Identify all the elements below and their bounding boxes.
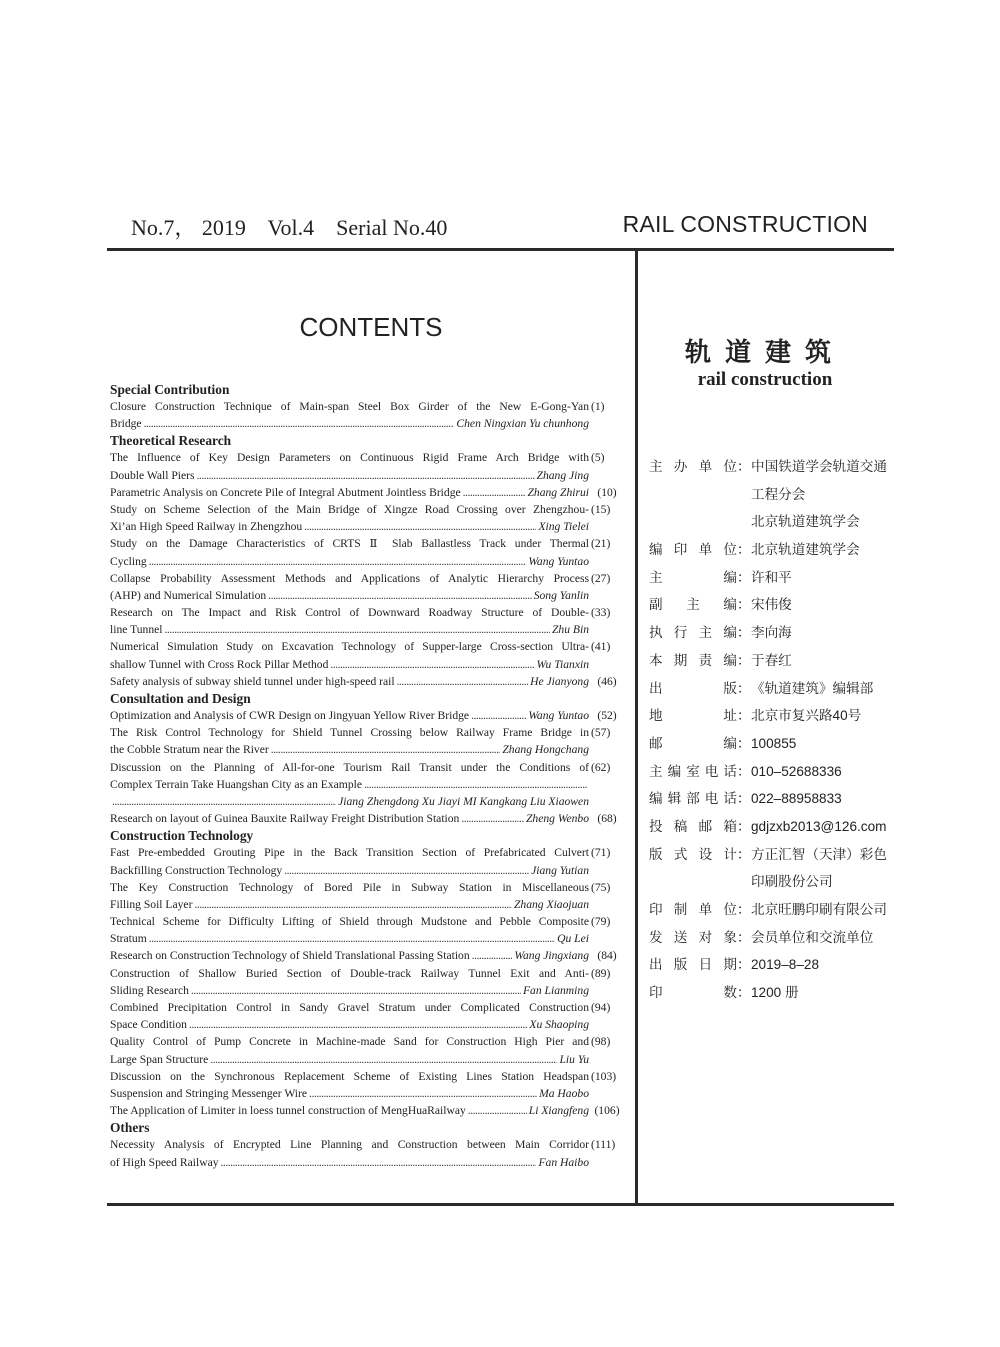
toc-entry-title: Necessity Analysis of Encrypted Line Planning and Construction between Main Corridor	[110, 1138, 589, 1152]
info-value: 100855	[751, 735, 797, 751]
toc-entry-author: Fan Lianming	[522, 983, 589, 997]
toc-entry-line	[110, 398, 623, 415]
toc-entry-title: Discussion on the Planning of All-for-one Tourism Rail Transit under the Conditions of	[110, 760, 589, 774]
toc-entry-line	[110, 656, 623, 673]
toc-entry-title: Study on the Damage Characteristics of CRTS Ⅱ Slab Ballastless Track under Thermal	[110, 537, 589, 551]
dot-leader	[191, 982, 521, 999]
info-label: 版式设计	[649, 846, 737, 862]
info-colon: ：	[737, 985, 751, 1001]
info-label	[649, 868, 737, 896]
toc-entry-title: Research on layout of Guinea Bauxite Railway Freight Distribution Station	[110, 812, 460, 826]
info-label: 本期责编	[649, 652, 737, 668]
toc-entry-title: the Cobble Stratum near the River	[110, 743, 269, 757]
toc-entry-title: Backfilling Construction Technology	[110, 863, 283, 877]
toc-entry-author: Jiang Yutian	[531, 863, 589, 877]
toc-page-number: (71)	[591, 846, 611, 860]
toc-entry-line	[110, 741, 623, 758]
info-label: 印数	[649, 985, 737, 1001]
info-row	[649, 813, 894, 841]
toc-entry-title: of High Speed Railway	[110, 1155, 219, 1169]
info-value: 李向海	[751, 625, 792, 641]
toc-entry-title: Bridge	[110, 417, 142, 431]
toc-entry-author: Zhang Jing	[536, 468, 589, 482]
toc-entry-line	[110, 415, 623, 432]
dot-leader	[461, 810, 524, 827]
toc-entry-title: Quality Control of Pump Concrete in Machine-made Sand for Construction High Pier and	[110, 1035, 589, 1049]
journal-title-en: rail construction	[697, 369, 833, 390]
info-row	[649, 868, 894, 896]
column-divider	[635, 251, 638, 1203]
toc-page-number: (33)	[591, 606, 611, 620]
toc-entry-line	[110, 776, 623, 793]
toc-entry-title: Research on The Impact and Risk Control of Downward Roadway Structure of Double-	[110, 606, 589, 620]
toc-entry-line	[110, 501, 623, 518]
toc-page-number: (98)	[591, 1035, 611, 1049]
toc-entry-author: Wang Yuntao	[528, 709, 589, 722]
toc-entry-line	[110, 467, 623, 484]
info-colon: ：	[737, 818, 751, 834]
toc-entry-author: Zhu Bin	[551, 623, 589, 637]
toc-entry-author: Xu Shaoping	[529, 1018, 589, 1032]
dot-leader	[144, 415, 455, 432]
toc-page-number: (5)	[591, 451, 605, 465]
info-label: 出版日期	[649, 957, 737, 973]
info-label: 主编	[649, 569, 737, 585]
info-value: 工程分会	[751, 486, 806, 502]
toc-entry-line	[110, 604, 623, 621]
toc-entry-title: Closure Construction Technique of Main-span Steel Box Girder of the New E-Gong-Yan	[110, 400, 589, 413]
publication-info	[649, 453, 894, 1007]
dot-leader	[304, 518, 536, 535]
toc-entry-title: Optimization and Analysis of CWR Design on Jingyuan Yellow River Bridge	[110, 709, 470, 722]
info-value: 022–88958833	[751, 791, 842, 807]
dot-leader	[330, 656, 534, 673]
info-value: 北京旺鹏印刷有限公司	[751, 902, 887, 917]
toc-entry-title: Sliding Research	[110, 983, 189, 997]
toc-entry-title: Double Wall Piers	[110, 468, 195, 482]
toc-entry-title: Fast Pre-embedded Grouting Pipe in the Back Transition Section of Prefabricated Culvert	[110, 846, 589, 860]
info-label: 出版	[649, 680, 737, 696]
toc-entry-title: Large Span Structure	[110, 1052, 209, 1066]
dot-leader	[189, 1016, 527, 1033]
info-colon: ：	[737, 459, 751, 474]
info-row	[649, 896, 894, 924]
toc-page-number: (68)	[597, 812, 617, 826]
toc-entry-line	[110, 1102, 623, 1119]
info-colon: ：	[737, 542, 751, 558]
toc-page-number: (27)	[591, 571, 611, 585]
toc-entry-title: Safety analysis of subway shield tunnel under high-speed rail	[110, 674, 395, 688]
info-row	[649, 702, 894, 730]
toc-page-number: (106)	[594, 1104, 620, 1118]
toc-entry-line	[110, 999, 623, 1016]
toc-entry-title: (AHP) and Numerical Simulation	[110, 588, 267, 602]
toc-page-number: (111)	[591, 1138, 616, 1152]
toc-page-number: (84)	[597, 949, 617, 963]
dot-leader	[268, 587, 532, 604]
toc-entry-title: line Tunnel	[110, 623, 163, 637]
toc-entry-line	[110, 1051, 623, 1068]
toc-entry-author: Li Xiangfeng	[528, 1104, 589, 1118]
info-colon: ：	[737, 625, 751, 641]
toc-entry-author: Liu Yu	[559, 1052, 589, 1066]
info-label: 印制单位	[649, 902, 737, 917]
toc-entry-line	[110, 518, 623, 535]
info-row	[649, 924, 894, 952]
dot-leader	[463, 484, 526, 501]
info-colon: ：	[737, 902, 751, 917]
dot-leader	[197, 467, 535, 484]
info-value: 北京轨道建筑学会	[751, 514, 860, 530]
info-colon: ：	[737, 929, 751, 945]
toc-page-number: (41)	[591, 640, 611, 654]
toc-entry-title: Xi’an High Speed Railway in Zhengzhou	[110, 520, 303, 534]
toc-section-heading: Others	[110, 1120, 150, 1136]
toc-page-number: (79)	[591, 915, 611, 929]
toc-section-heading: Consultation and Design	[110, 691, 251, 706]
toc-entry-line	[110, 947, 623, 964]
toc-page-number: (103)	[591, 1069, 617, 1083]
info-colon: ：	[737, 735, 751, 751]
info-colon: ：	[737, 763, 751, 779]
toc-entry-author: Zhang Xiaojuan	[513, 897, 589, 911]
info-value: 会员单位和交流单位	[751, 929, 874, 945]
info-row	[649, 979, 894, 1007]
info-label: 执行主编	[649, 625, 737, 641]
toc-entry-title: Suspension and Stringing Messenger Wire	[110, 1086, 308, 1100]
journal-name: RAIL CONSTRUCTION	[622, 211, 868, 237]
toc-entry-line	[110, 1068, 623, 1085]
toc-entry-title: Complex Terrain Take Huangshan City as an Example	[110, 777, 362, 791]
toc-entry-line	[110, 553, 623, 570]
info-value: 北京轨道建筑学会	[751, 542, 860, 558]
toc-entry-author: Zhang Hongchang	[502, 743, 589, 757]
toc-entry-title: Combined Precipitation Control in Sandy Gravel Stratum under Complicated Construction	[110, 1001, 589, 1014]
toc-entry-line	[110, 570, 623, 587]
toc-entry-author: He Jianyong	[530, 674, 589, 688]
bottom-rule	[107, 1203, 894, 1206]
toc-entry-line	[110, 759, 623, 776]
toc-entry-title: Technical Scheme for Difficulty Lifting of Shield through Mudstone and Pebble Composite	[110, 915, 589, 929]
info-value: 印刷股份公司	[751, 874, 833, 890]
toc-entry-line	[110, 673, 623, 690]
toc-page-number: (1)	[591, 400, 605, 413]
info-row	[649, 564, 894, 592]
dot-leader	[112, 793, 336, 810]
dot-leader	[149, 553, 527, 570]
info-value: 010–52688336	[751, 763, 842, 779]
dot-leader	[210, 1051, 557, 1068]
info-value: 北京市复兴路40号	[751, 708, 862, 724]
info-value: 中国铁道学会轨道交通	[751, 459, 887, 474]
info-value: 宋伟俊	[751, 597, 792, 613]
info-colon: ：	[737, 957, 751, 973]
info-value: 许和平	[751, 569, 792, 585]
toc-page-number: (94)	[591, 1001, 611, 1014]
toc-entry-author: Zheng Wenbo	[525, 812, 589, 826]
toc-entry-line	[110, 879, 623, 896]
toc-entry-title: Numerical Simulation Study on Excavation Technology of Supper-large Cross-section Ultra-	[110, 640, 589, 654]
info-label	[649, 481, 737, 509]
info-value: gdjzxb2013@126.com	[751, 818, 887, 834]
toc-entry-line	[110, 1085, 623, 1102]
dot-leader	[309, 1085, 537, 1102]
info-label: 投稿邮箱	[649, 818, 737, 834]
toc-entry-title: Space Condition	[110, 1018, 187, 1032]
contents-heading: CONTENTS	[299, 312, 443, 342]
info-row	[649, 675, 894, 703]
dot-leader	[221, 1154, 537, 1171]
dot-leader	[194, 896, 512, 913]
info-row	[649, 951, 894, 979]
toc-entry-title: The Influence of Key Design Parameters on Continuous Rigid Frame Arch Bridge with	[110, 451, 589, 465]
toc-entry-line	[110, 587, 623, 604]
dot-leader	[397, 673, 528, 690]
toc-page-number: (57)	[591, 726, 611, 740]
info-value: 1200 册	[751, 985, 799, 1001]
info-label: 地址	[649, 708, 737, 724]
toc-entry-author: Chen Ningxian Yu chunhong	[456, 417, 589, 431]
toc-entry-line	[110, 621, 623, 638]
info-value: 《轨道建筑》编辑部	[751, 680, 874, 696]
toc-entry-line	[110, 913, 623, 930]
toc-page-number: (15)	[591, 502, 611, 516]
toc-entry-line	[110, 1136, 623, 1153]
toc-entry-line	[110, 793, 623, 810]
toc-entry-line	[110, 724, 623, 741]
info-label: 主编室电话	[649, 763, 737, 779]
info-label: 邮编	[649, 735, 737, 751]
toc-entry-author: Wang Yuntao	[528, 554, 589, 568]
dot-leader	[271, 741, 501, 758]
info-colon: ：	[737, 652, 751, 668]
info-row	[649, 841, 894, 869]
toc-section-heading: Theoretical Research	[110, 433, 232, 449]
toc-entry-title: Discussion on the Synchronous Replacement Scheme of Existing Lines Station Headspan	[110, 1069, 589, 1083]
info-row	[649, 453, 894, 481]
info-row	[649, 730, 894, 758]
dot-leader	[284, 862, 529, 879]
journal-title-cn: 轨道建筑	[684, 337, 845, 367]
toc-entry-line	[110, 896, 623, 913]
toc-entry-line	[110, 965, 623, 982]
info-label: 编辑部电话	[649, 791, 737, 807]
info-colon: ：	[737, 708, 751, 724]
toc-entry-author: Wu Tianxin	[536, 657, 589, 671]
info-colon: ：	[737, 597, 751, 613]
toc-entry-line	[110, 982, 623, 999]
toc-section-heading: Construction Technology	[110, 828, 254, 844]
toc-page-number: (46)	[597, 674, 617, 688]
info-colon	[737, 508, 751, 536]
info-label: 发送对象	[649, 929, 737, 945]
info-label: 主办单位	[649, 459, 737, 474]
toc-entry-line	[110, 484, 623, 501]
info-colon	[737, 481, 751, 509]
toc-entry-title: Construction of Shallow Buried Section of Double-track Railway Tunnel Exit and Anti-	[110, 966, 589, 980]
info-value: 2019–8–28	[751, 957, 820, 973]
top-rule	[107, 248, 894, 251]
toc-section-heading: Special Contribution	[110, 382, 230, 397]
toc-entry-line	[110, 535, 623, 552]
info-colon	[737, 868, 751, 896]
dot-leader	[471, 707, 526, 724]
toc-entry-author: Song Yanlin	[533, 588, 589, 602]
dot-leader	[165, 621, 550, 638]
toc-entry-title: The Application of Limiter in loess tunnel construction of MengHuaRailway	[110, 1104, 466, 1118]
info-row	[649, 591, 894, 619]
info-colon: ：	[737, 680, 751, 696]
dot-leader	[149, 930, 555, 947]
info-value: 于春红	[751, 652, 792, 668]
toc-entry-title: The Risk Control Technology for Shield Tunnel Crossing below Railway Frame Bridge in	[110, 726, 589, 740]
info-colon: ：	[737, 791, 751, 807]
dot-leader	[468, 1102, 527, 1119]
toc-entry-line	[110, 707, 623, 724]
info-row	[649, 481, 894, 509]
toc-page-number: (62)	[591, 760, 611, 774]
info-row	[649, 508, 894, 536]
toc-entry-title: Parametric Analysis on Concrete Pile of Integral Abutment Jointless Bridge	[110, 485, 461, 499]
toc-entry-title: Collapse Probability Assessment Methods and Applications of Analytic Hierarchy Process	[110, 571, 589, 585]
toc-entry-title: Cycling	[110, 554, 147, 568]
info-row	[649, 758, 894, 786]
table-of-contents	[110, 381, 623, 1171]
info-value: 方正汇智（天津）彩色	[751, 846, 887, 862]
dot-leader	[472, 947, 513, 964]
toc-entry-author: Xing Tielei	[538, 520, 589, 534]
issue-info: No.7， 2019 Vol.4 Serial No.40	[131, 215, 448, 240]
toc-entry-author: Qu Lei	[557, 932, 589, 946]
toc-entry-author: Zhang Zhirui	[527, 485, 589, 499]
toc-entry-author: Fan Haibo	[538, 1155, 589, 1169]
info-label: 编印单位	[649, 542, 737, 558]
info-label: 副主编	[649, 597, 737, 613]
toc-page-number: (89)	[591, 966, 611, 980]
toc-entry-title: Research on Construction Technology of Shield Translational Passing Station	[110, 949, 470, 963]
toc-page-number: (10)	[597, 485, 617, 499]
info-row	[649, 536, 894, 564]
toc-entry-line	[110, 1033, 623, 1050]
toc-entry-title: shallow Tunnel with Cross Rock Pillar Method	[110, 657, 329, 671]
toc-entry-author: Wang Jingxiang	[514, 949, 589, 963]
info-row	[649, 619, 894, 647]
toc-entry-title: The Key Construction Technology of Bored Pile in Subway Station in Miscellaneous	[110, 880, 589, 894]
toc-page-number: (21)	[591, 537, 611, 551]
toc-entry-author: Ma Haobo	[539, 1086, 589, 1100]
toc-entry-line	[110, 1016, 623, 1033]
toc-entry-line	[110, 1154, 623, 1171]
toc-entry-line	[110, 449, 623, 466]
toc-page-number: (75)	[591, 880, 611, 894]
toc-entry-line	[110, 844, 623, 861]
toc-entry-line	[110, 930, 623, 947]
toc-entry-line	[110, 638, 623, 655]
toc-entry-title: Filling Soil Layer	[110, 897, 193, 911]
toc-entry-line	[110, 810, 623, 827]
info-colon: ：	[737, 846, 751, 862]
toc-entry-title: Stratum	[110, 932, 147, 946]
toc-entry-title: Study on Scheme Selection of the Main Bridge of Xingze Road Crossing over Zhengzhou-	[110, 502, 589, 516]
toc-page-number: (52)	[597, 709, 617, 722]
toc-entry-author: Jiang Zhengdong Xu Jiayi MI Kangkang Liu Xiaowen	[338, 794, 589, 808]
info-row	[649, 785, 894, 813]
toc-entry-line	[110, 862, 623, 879]
info-colon: ：	[737, 569, 751, 585]
dot-leader	[364, 776, 587, 793]
info-label	[649, 508, 737, 536]
info-row	[649, 647, 894, 675]
